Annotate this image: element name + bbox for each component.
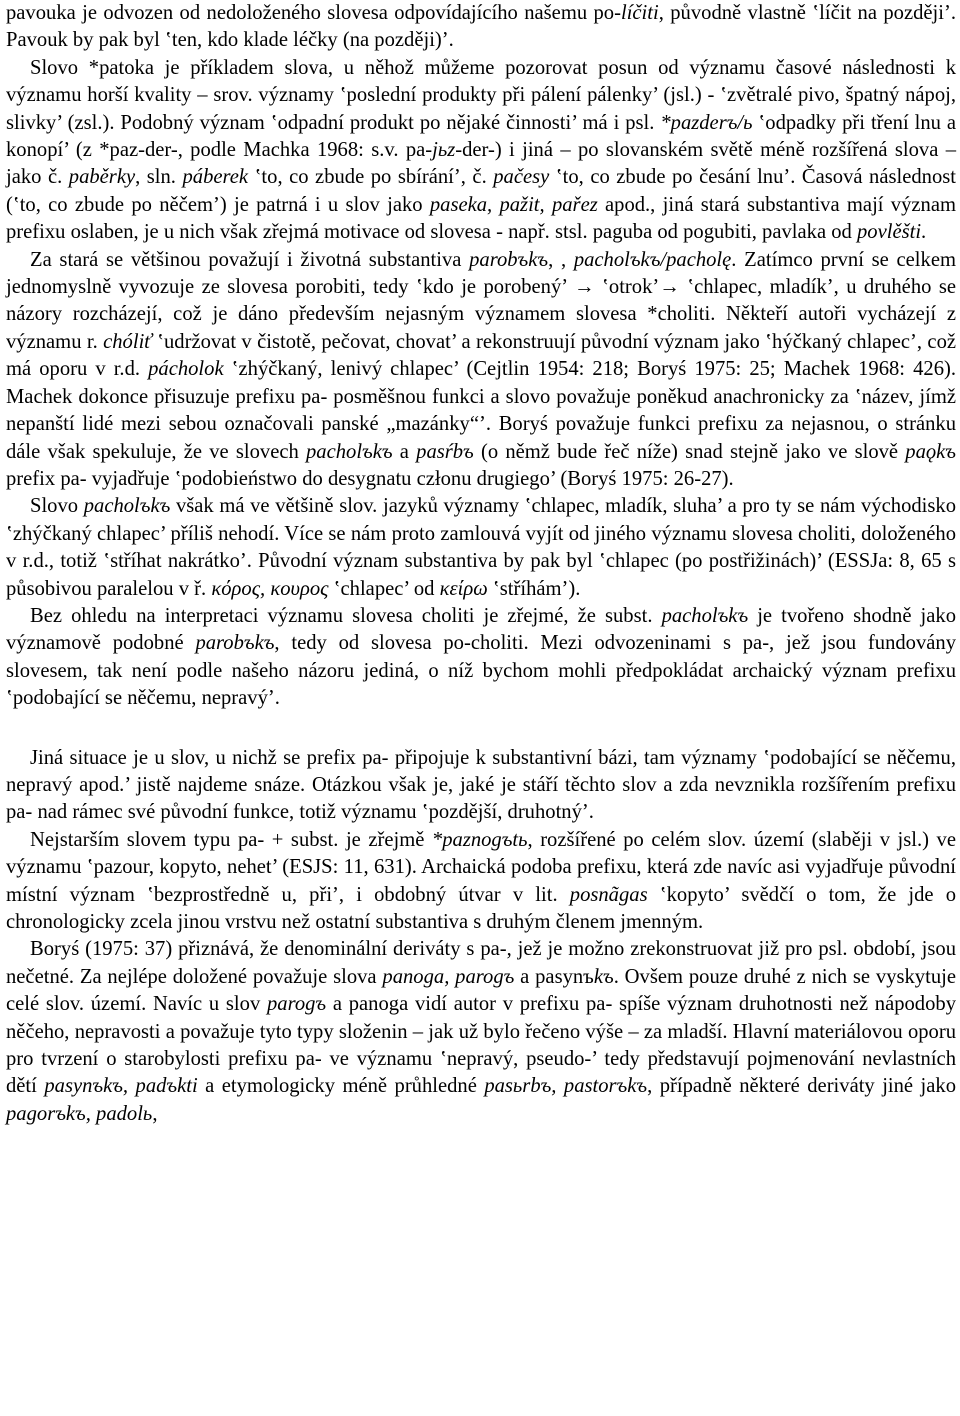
text-run: je tvořeno shodně jako významově podobné bbox=[6, 604, 956, 655]
text-run: . Zatímco první se celkem jednomyslně vyvozuje ze slovesa porobiti, tedy ‛kdo je porobený’ → ‛otrok’→ ‛chlapec, mladík’, u druhého se názory rozcházejí, což je dáno především nejasným významem slovesa *choliti. Někteří autoři vycházejí z významu r. bbox=[6, 248, 956, 353]
italic-term: pačesy bbox=[493, 166, 550, 189]
italic-term: pagorъkъ, padolь bbox=[6, 1102, 153, 1125]
text-run: , původně vlastně ‛líčit na později’. Pavouk by pak byl ‛ten, kdo klade léčky (na později)’. bbox=[6, 2, 956, 52]
body-paragraph bbox=[6, 603, 956, 713]
text-run: Nejstarším slovem typu pa- + subst. je zřejmě bbox=[30, 828, 432, 851]
text-run: , bbox=[152, 1102, 158, 1125]
text-run: Za stará se většinou považují i životná substantiva bbox=[30, 248, 470, 271]
text-run: Bez ohledu na interpretaci významu slovesa choliti je zřejmé, že subst. bbox=[30, 604, 662, 627]
text-run: , sln. bbox=[135, 166, 183, 189]
text-run: Boryś (1975: 37) přiznává, že denominální deriváty s pa-, jež je možno zrekonstruovat již pro psl. období, jsou nečetné. Za nejlépe doložené považuje slova bbox=[6, 938, 956, 988]
italic-term: parogъ bbox=[266, 993, 327, 1016]
text-run: a etymologicky méně průhledné bbox=[197, 1075, 485, 1098]
text-run: ‛udržovat v čistotě, pečovat, chovat’ a rekonstruují původní význam jako ‛hýčkaný chlapec’, což má oporu v r.d. bbox=[6, 330, 957, 381]
italic-term: pasьrbъ, pastorъkъ bbox=[484, 1075, 648, 1098]
italic-term: κόρος, κουρος bbox=[211, 577, 329, 600]
italic-term: pacholъkъ bbox=[306, 440, 393, 463]
body-paragraph bbox=[6, 745, 956, 827]
text-run: a panoga vidí autor v prefixu pa- spíše význam druhotnosti než nápodoby něčeho, nepravosti a považuje tyto typy složenin – jak už bylo řečeno výše – za mladší. Hlavní materiálovou oporu pro tvrzení o starobylosti prefixu pa- ve významu ‛nepravý, pseudo-’ tedy představují pojmenování nevlastních dětí bbox=[6, 993, 956, 1098]
body-paragraph bbox=[6, 493, 956, 603]
text-run: ‛kopyto’ svědčí o tom, že jde o chronologicky zcela jinou vrstvu než ostatní substantiva s druhým členem jmenným. bbox=[6, 883, 956, 933]
italic-term: líčiti bbox=[620, 2, 659, 24]
italic-term: jьz bbox=[432, 139, 456, 162]
text-run: však má ve většině slov. jazyků významy ‛chlapec, mladík, sluha’ a pro ty se nám východisko ‛zhýčkaný chlapec’ příliš nehodí. Více se nám proto zamlouvá vyjít od jiného významu slovesa choliti, doloženého v r.d., totiž ‛stříhat nakrátko’. Původní význam substantiva by pak byl ‛chlapec (po postřižinách)’ (ESSJa: 8, 65 s působivou paralelou v ř. bbox=[6, 495, 956, 600]
text-run: ‛stříhám’). bbox=[487, 577, 581, 600]
text-run: , rozšířené po celém slov. území (slaběji v jsl.) ve významu ‛pazour, kopyto, nehet’ (ESJS: 11, 631). Archaická podoba prefixu, která zde navíc asi vyjadřuje původní místní význam ‛bezprostředně u, při’, i obdobný útvar v lit. bbox=[6, 828, 956, 906]
text-run: a bbox=[392, 440, 417, 463]
text-run: , , bbox=[548, 248, 574, 271]
text-run: ‛to, co zbude po česání lnu’. Časová následnost (‛to, co zbude po něčem’) je patrná i u slov jako bbox=[6, 166, 956, 216]
italic-term: chóliť bbox=[103, 330, 152, 353]
paragraph-gap bbox=[6, 713, 956, 745]
italic-term: kъ bbox=[593, 965, 614, 988]
italic-term: pacholъkъ/pacholę bbox=[573, 248, 732, 271]
italic-term: *paznogъtь bbox=[431, 828, 528, 851]
text-run: a pasynъ bbox=[514, 965, 594, 988]
body-paragraph bbox=[6, 936, 956, 1128]
text-run: , tedy od slovesa po-choliti. Mezi odvozeninami s pa-, jež jsou fundovány slovesem, tak není podle našeho názoru jediná, o níž bychom mohli předpokládat archaický význam prefixu ‛podobající se něčemu, nepravý’. bbox=[6, 632, 956, 710]
text-run: (o němž bude řeč níže) snad stejně jako ve slově bbox=[473, 440, 906, 463]
body-paragraph bbox=[6, 55, 956, 247]
text-run: . bbox=[921, 221, 927, 244]
text-run: apod., jiná stará substantiva mají význam prefixu oslaben, je u nich však zřejmá motivace od slovesa - např. stsl. paguba od pogubiti, pavlaka od bbox=[6, 193, 956, 244]
italic-term: paǫkъ bbox=[905, 440, 957, 463]
italic-term: panoga, parogъ bbox=[382, 965, 515, 988]
text-run: Jiná situace je u slov, u nichž se prefix pa- připojuje k substantivní bázi, tam významy ‛podobající se něčemu, nepravý apod.’ jistě najdeme snáze. Otázkou však je, jaké je stáří těchto slov a zda nevznikla rozšířením prefixu pa- nad rámec své původní funkce, totiž významu ‛pozdější, druhotný’. bbox=[6, 746, 956, 824]
text-run: ‛chlapec’ od bbox=[328, 577, 440, 600]
italic-term: páberek bbox=[182, 166, 249, 189]
italic-term: κείρω bbox=[439, 577, 488, 600]
italic-term: pacholъkъ bbox=[83, 495, 171, 518]
body-paragraph bbox=[6, 827, 956, 937]
text-run: pavouka je odvozen od nedoloženého slovesa odpovídajícího našemu po- bbox=[6, 2, 621, 24]
italic-term: paběrky bbox=[68, 166, 136, 189]
text-run: Slovo *patoka je příkladem slova, u něhož můžeme pozorovat posun od významu časové následnosti k významu horší kvality – srov. významy ‛poslední produkty při pálení pálenky’ (jsl.) - ‛zvětralé pivo, špatný nápoj, slivky’ (zsl.). Podobný význam ‛odpadní produkt po nějaké činnosti’ má i psl. bbox=[6, 56, 956, 134]
body-paragraph bbox=[6, 0, 956, 55]
italic-term: pasynъkъ, padъkti bbox=[44, 1075, 198, 1098]
italic-term: pacholъkъ bbox=[661, 604, 749, 627]
italic-term: povlěšti bbox=[856, 221, 922, 244]
italic-term: paseka, pažit, pařez bbox=[429, 193, 598, 216]
text-run: . Ovšem pouze druhé z nich se vyskytuje celé slov. území. Navíc u slov bbox=[6, 965, 956, 1016]
italic-term: parobъkъ bbox=[469, 248, 549, 271]
body-paragraph bbox=[6, 247, 956, 494]
italic-term: parobъkъ bbox=[195, 632, 275, 655]
italic-term: pácholok bbox=[148, 358, 224, 381]
text-run: , případně některé deriváty jiné jako bbox=[647, 1075, 956, 1098]
italic-term: posnãgas bbox=[569, 883, 648, 906]
text-run: -der-) i jiná – po slovanském světě méně rozšířená slova – jako č. bbox=[6, 139, 956, 189]
italic-term: pasŕbъ bbox=[416, 440, 474, 463]
text-run: ‛to, co zbude po sbírání’, č. bbox=[248, 166, 494, 189]
text-run: prefix pa- vyjadřuje ‛podobieństwo do desygnatu członu drugiego’ (Boryś 1975: 26-27). bbox=[6, 467, 734, 490]
text-run: ‛odpadky při tření lnu a konopí’ (z *paz-der-, podle Machka 1968: s.v. pa- bbox=[6, 111, 956, 162]
text-run: ‛zhýčkaný, lenivý chlapec’ (Cejtlin 1954: 218; Boryś 1975: 25; Machek 1968: 426). Machek dokonce přisuzuje prefixu pa- posměšnou funkci a slovo považuje poněkud anachronicky za ‛název, jímž nepanští lidé mezi sebou označovali panské „mazánky“’. Boryś považuje funkci prefixu za nejasnou, o stránku dále však spekuluje, že ve slovech bbox=[6, 358, 956, 463]
italic-term: *pazderъ/ь bbox=[660, 111, 753, 134]
text-run: Slovo bbox=[30, 495, 84, 518]
